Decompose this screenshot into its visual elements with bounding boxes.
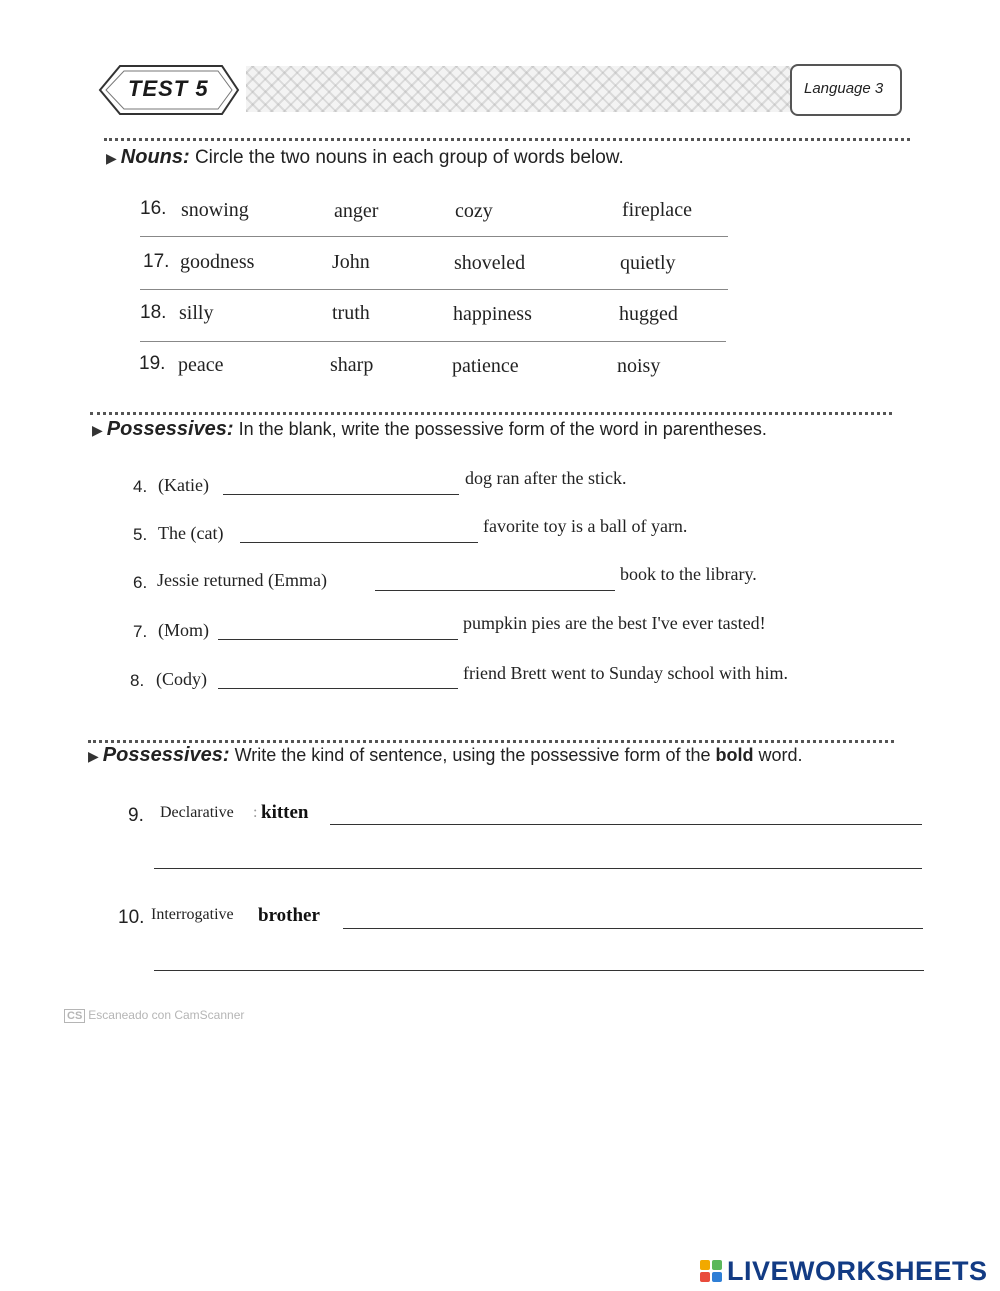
possessives-instruction-bold: bold bbox=[715, 745, 754, 765]
nouns-section-title bbox=[106, 146, 624, 169]
row-divider bbox=[140, 341, 726, 342]
divider bbox=[88, 740, 894, 743]
noun-word[interactable]: silly bbox=[179, 302, 214, 324]
answer-blank[interactable] bbox=[240, 542, 478, 543]
question-continuation: friend Brett went to Sunday school with him. bbox=[463, 663, 788, 683]
noun-word[interactable]: goodness bbox=[180, 251, 255, 273]
noun-word[interactable]: happiness bbox=[453, 303, 532, 325]
answer-blank[interactable] bbox=[375, 590, 615, 591]
question-continuation: book to the library. bbox=[620, 564, 757, 584]
question-continuation: favorite toy is a ball of yarn. bbox=[483, 516, 688, 536]
liveworksheets-wordmark: LIVEWORKSHEETS bbox=[727, 1256, 988, 1286]
noun-word[interactable]: noisy bbox=[617, 355, 661, 377]
noun-word[interactable]: patience bbox=[452, 355, 519, 377]
answer-line[interactable] bbox=[330, 824, 922, 825]
row-divider bbox=[140, 236, 728, 237]
noun-word[interactable]: snowing bbox=[181, 199, 249, 221]
row-divider bbox=[140, 289, 728, 290]
nouns-instruction: Circle the two nouns in each group of words below. bbox=[194, 147, 624, 168]
noun-word[interactable]: hugged bbox=[619, 303, 678, 325]
possessives-instruction-pre: Write the kind of sentence, using the possessive form of the bbox=[234, 745, 711, 765]
answer-line[interactable] bbox=[154, 970, 924, 971]
question-number: 4. bbox=[133, 477, 148, 496]
camscanner-icon: CS bbox=[64, 1009, 85, 1023]
bold-word: kitten bbox=[261, 802, 309, 823]
scanner-watermark bbox=[64, 1008, 244, 1023]
play-arrow-icon: ▶ bbox=[106, 150, 117, 166]
noun-word[interactable]: cozy bbox=[455, 200, 493, 222]
sentence-kind: Declarative bbox=[160, 804, 234, 821]
noun-row-number: 16. bbox=[140, 198, 167, 219]
sentence-kind: Interrogative bbox=[151, 906, 234, 923]
question-number: 5. bbox=[133, 525, 148, 544]
liveworksheets-logo[interactable] bbox=[700, 1256, 988, 1287]
possessives-instruction: In the blank, write the possessive form of the word in parentheses. bbox=[238, 419, 767, 439]
label-separator: : bbox=[253, 804, 258, 821]
noun-row-number: 19. bbox=[139, 353, 166, 374]
answer-line[interactable] bbox=[343, 928, 923, 929]
nouns-heading: Nouns: bbox=[120, 146, 190, 168]
noun-word[interactable]: shoveled bbox=[454, 252, 526, 274]
liveworksheets-grid-icon bbox=[700, 1260, 724, 1284]
bold-word: brother bbox=[258, 905, 320, 926]
possessives-section-title bbox=[92, 418, 767, 441]
question-prompt: (Cody) bbox=[156, 669, 207, 689]
play-arrow-icon: ▶ bbox=[92, 422, 103, 438]
noun-row-number: 18. bbox=[140, 302, 167, 323]
possessives-heading: Possessives: bbox=[102, 744, 230, 766]
noun-word[interactable]: John bbox=[332, 251, 370, 273]
answer-line[interactable] bbox=[154, 868, 922, 869]
question-number: 6. bbox=[133, 573, 148, 592]
answer-blank[interactable] bbox=[218, 688, 458, 689]
question-number: 9. bbox=[128, 805, 144, 826]
question-number: 8. bbox=[130, 671, 145, 690]
header-pattern-band bbox=[246, 66, 794, 112]
answer-blank[interactable] bbox=[223, 494, 459, 495]
noun-word[interactable]: sharp bbox=[330, 354, 374, 376]
question-continuation: dog ran after the stick. bbox=[465, 468, 627, 488]
question-prompt: Jessie returned (Emma) bbox=[157, 570, 327, 590]
possessives-sentence-section-title bbox=[88, 744, 803, 767]
question-number: 10. bbox=[118, 907, 145, 928]
play-arrow-icon: ▶ bbox=[88, 748, 99, 764]
question-continuation: pumpkin pies are the best I've ever tasted! bbox=[463, 613, 766, 633]
scanner-text: Escaneado con CamScanner bbox=[88, 1008, 245, 1022]
question-prompt: (Katie) bbox=[158, 475, 209, 495]
divider bbox=[104, 138, 910, 141]
noun-word[interactable]: truth bbox=[332, 302, 370, 324]
question-number: 7. bbox=[133, 622, 148, 641]
noun-word[interactable]: anger bbox=[334, 200, 379, 222]
possessives-instruction-post: word. bbox=[758, 745, 803, 765]
question-prompt: The (cat) bbox=[158, 523, 224, 543]
question-prompt: (Mom) bbox=[158, 620, 209, 640]
noun-word[interactable]: quietly bbox=[620, 252, 676, 274]
noun-word[interactable]: peace bbox=[178, 354, 224, 376]
test-title: TEST 5 bbox=[128, 76, 209, 101]
answer-blank[interactable] bbox=[218, 639, 458, 640]
possessives-heading: Possessives: bbox=[106, 418, 234, 440]
noun-row-number: 17. bbox=[143, 251, 170, 272]
divider bbox=[90, 412, 892, 415]
noun-word[interactable]: fireplace bbox=[622, 199, 692, 221]
language-label: Language 3 bbox=[804, 80, 884, 97]
